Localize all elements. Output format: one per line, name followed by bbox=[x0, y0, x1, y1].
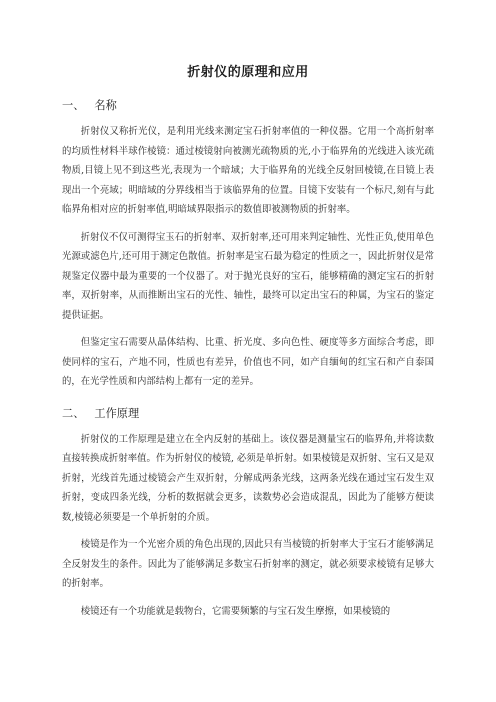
paragraph: 折射仪不仅可测得宝玉石的折射率、双折射率,还可用来判定轴性、光性正负,使用单色光源或滤色片,还可用于测定色散值。折射率是宝石最为稳定的性质之一，因此折射仪是常规鉴定仪器中最为重要的一个仪器了。对于抛光良好的宝石，能够精确的测定宝石的折射率，双折射率，从而推断出宝石的光性、轴性，最终可以定出宝石的种属，为宝石的鉴定提供证据。 bbox=[62, 231, 434, 321]
section-number: 一、 bbox=[62, 99, 85, 112]
section-name bbox=[62, 98, 434, 392]
paragraph: 折射仪又称折光仪，是利用光线来测定宝石折射率值的一种仪器。它用一个高折射率的均质性材料半球作棱镜：通过棱镜射向被测光疏物质的光,小于临界角的光线进入该光疏物质,目镜上见不到这些光,表现为一个暗域；大于临界角的光线全反射回棱镜,在目镜上表现出一个亮域；明暗域的分界线相当于该临界角的位置。目镜下安装有一个标尺,刻有与此临界角相对应的折射率值,明暗域界限指示的数值即被测物质的折射率。 bbox=[62, 126, 434, 215]
paragraph: 但鉴定宝石需要从晶体结构、比重、折光度、多向色性、硬度等多方面综合考虑，即使同样的宝石，产地不同，性质也有差异，价值也不同，如产自缅甸的红宝石和产自泰国的，在光学性质和内部结构上都有一定的差异。 bbox=[62, 337, 434, 387]
document-title: 折射仪的原理和应用 bbox=[187, 65, 309, 80]
paragraph: 棱镜是作为一个光密介质的角色出现的,因此只有当棱镜的折射率大于宝石才能够满足全反射发生的条件。因此为了能够满足多数宝石折射率的测定，就必须要求棱镜有足够大的折射率。 bbox=[62, 539, 434, 589]
section-heading bbox=[62, 406, 434, 422]
section-working-principle bbox=[62, 406, 434, 622]
section-heading-text: 工作原理 bbox=[94, 406, 140, 420]
paragraph: 折射仪的工作原理是建立在全内反射的基础上。该仪器是测量宝石的临界角,并将读数直接转换成折射率值。作为折射仪的棱镜, 必须是单折射。如果棱镜是双折射、宝石又是双折射，光线首先通过棱镜会产生双折射，分解成两条光线，这两条光线在通过宝石发生双折射，变成四条光线，分析的数据就会更多，读数势必会造成混乱，因此为了能够方便读数,棱镜必须要是一个单折射的介质。 bbox=[62, 433, 434, 523]
paragraph: 棱镜还有一个功能就是载物台，它需要频繁的与宝石发生摩擦，如果棱镜的 bbox=[80, 605, 391, 617]
section-heading-text: 名称 bbox=[94, 99, 117, 112]
section-heading bbox=[62, 98, 434, 114]
section-number: 二、 bbox=[62, 406, 85, 420]
